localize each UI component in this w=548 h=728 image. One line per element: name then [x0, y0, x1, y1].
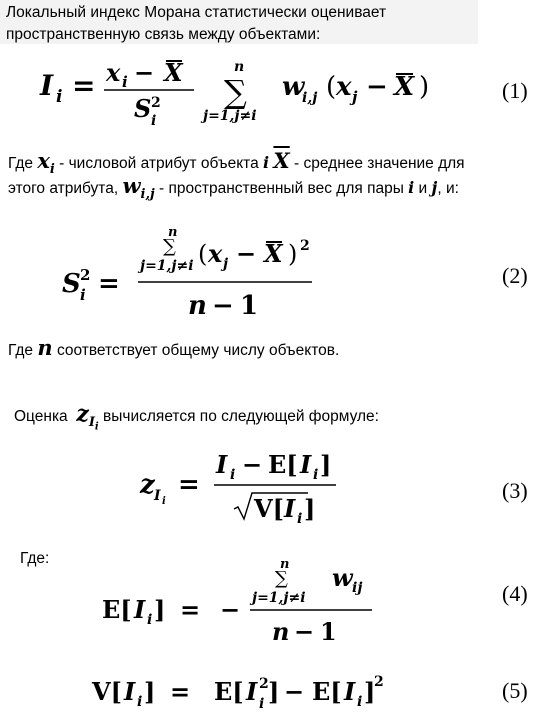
svg-text:1: 1: [240, 291, 259, 321]
svg-text:(: (: [326, 72, 337, 102]
equation-number-2: (2): [502, 263, 528, 288]
para-1-text-6: и: [418, 180, 428, 197]
svg-text:i: i: [259, 696, 265, 712]
svg-text:): ): [419, 72, 430, 102]
svg-text:I: I: [300, 450, 312, 479]
svg-text:]: ]: [304, 494, 316, 523]
svg-text:=: =: [180, 595, 201, 624]
svg-text:w: w: [332, 563, 353, 592]
svg-text:=: =: [72, 69, 96, 102]
svg-text:x: x: [336, 72, 352, 102]
var-w-ij: $w_{i,j}$: [122, 173, 155, 203]
svg-text:n: n: [280, 557, 290, 572]
var-i: i: [263, 153, 270, 172]
svg-text:I: I: [216, 450, 228, 479]
svg-text:1: 1: [320, 617, 337, 646]
svg-text:E[: E[: [312, 677, 342, 706]
para-2-text-1: Где: [8, 342, 34, 359]
svg-text:X: X: [394, 72, 415, 102]
svg-text:i: i: [297, 511, 303, 525]
svg-text:ij: ij: [352, 580, 363, 596]
svg-text:2: 2: [259, 676, 269, 692]
svg-text:−: −: [220, 595, 241, 624]
svg-text:E[: E[: [214, 677, 244, 706]
para-4: Где:: [20, 550, 50, 567]
equation-number-3: (3): [502, 478, 528, 503]
svg-text:S: S: [62, 269, 81, 299]
svg-text:i: i: [56, 87, 63, 107]
svg-text:∑: ∑: [275, 568, 288, 589]
para-2: [8, 337, 339, 362]
svg-text:V[: V[: [92, 677, 122, 706]
para-2-text-2: соответствует общему числу объектов.: [56, 342, 340, 359]
svg-text:i: i: [313, 467, 319, 483]
var-x-i: $x_i$: [37, 148, 55, 178]
svg-text:x: x: [106, 58, 121, 87]
para-1-text-7: , и:: [437, 180, 459, 197]
para-3: [14, 403, 379, 439]
svg-text:∑: ∑: [224, 73, 247, 111]
svg-text:]: ]: [320, 450, 332, 479]
svg-text:−: −: [212, 291, 234, 321]
svg-text:i: i: [122, 73, 128, 91]
svg-text:i: i: [230, 467, 236, 483]
svg-text:2: 2: [151, 95, 161, 111]
para-1-text-3: - среднее значение для: [294, 155, 465, 172]
formula-z-score: [130, 445, 360, 525]
svg-text:i: i: [147, 612, 153, 628]
svg-text:I: I: [246, 677, 258, 706]
equation-number-4: (4): [502, 581, 528, 606]
svg-text:X: X: [164, 58, 183, 87]
svg-text:I: I: [134, 595, 146, 624]
svg-text:z: z: [140, 470, 155, 500]
para-3-text-2: вычисляется по следующей формуле:: [103, 408, 379, 425]
svg-text:−: −: [242, 450, 263, 479]
var-z-Ii: $z_{I_i}$: [76, 401, 99, 433]
svg-text:i: i: [137, 694, 143, 710]
svg-text:2: 2: [374, 674, 384, 690]
formula-expectation: [96, 552, 386, 652]
svg-text:−: −: [284, 677, 305, 706]
para-1-text-5: - пространственный вес для пары: [159, 180, 404, 197]
svg-text:n: n: [188, 291, 207, 321]
svg-text:I: I: [344, 677, 356, 706]
svg-text:i: i: [357, 694, 363, 710]
equation-number-5: (5): [502, 678, 528, 703]
para-1-line-2: [8, 175, 459, 206]
svg-text:2: 2: [80, 266, 91, 284]
svg-text:∑: ∑: [163, 236, 176, 257]
para-1-text-1: Где: [8, 155, 34, 172]
svg-text:I: I: [284, 494, 296, 523]
svg-text:w: w: [282, 72, 305, 102]
svg-text:E[: E[: [102, 595, 132, 624]
svg-text:2: 2: [300, 238, 310, 254]
svg-text:j=1,j≠i: j=1,j≠i: [203, 108, 257, 124]
svg-text:i: i: [162, 496, 166, 507]
svg-text:]: ]: [144, 677, 156, 706]
svg-text:]: ]: [364, 677, 376, 706]
para-1-text-2: - числовой атрибут объекта: [59, 155, 259, 172]
svg-text:I: I: [40, 69, 54, 102]
para-1-text-4: этого атрибута,: [8, 180, 119, 197]
svg-text:i: i: [151, 113, 157, 129]
svg-text:I: I: [124, 677, 136, 706]
svg-text:−: −: [366, 72, 388, 102]
svg-text:i: i: [80, 286, 86, 304]
svg-text:S: S: [134, 94, 152, 123]
intro-line-2: пространственную связь между объектами:: [6, 26, 321, 43]
svg-text:j=1,j≠i: j=1,j≠i: [140, 258, 194, 274]
svg-text:j: j: [223, 256, 229, 272]
svg-text:−: −: [294, 617, 315, 646]
svg-text:]: ]: [268, 677, 280, 706]
svg-text:n: n: [272, 617, 290, 646]
svg-text:]: ]: [154, 595, 166, 624]
svg-text:=: =: [178, 470, 200, 500]
svg-text:E[: E[: [268, 450, 298, 479]
svg-text:x: x: [208, 239, 223, 268]
var-n: n: [37, 335, 53, 360]
para-3-text-1: Оценка: [14, 408, 68, 425]
svg-text:n: n: [168, 225, 178, 240]
svg-text:): ): [288, 240, 298, 268]
equation-number-1: (1): [502, 78, 528, 103]
var-i-2: i: [408, 178, 415, 197]
svg-text:i,j: i,j: [302, 90, 318, 106]
svg-text:−: −: [134, 58, 155, 87]
intro-line-1: Локальный индекс Морана статистически оценивает: [6, 4, 387, 21]
formula-variance-ii: [86, 668, 406, 718]
svg-text:j: j: [352, 88, 358, 106]
svg-text:I: I: [154, 488, 161, 504]
svg-text:V[: V[: [254, 494, 284, 523]
var-x-bar: $\overline{X}$: [273, 148, 290, 173]
formula-variance: [50, 222, 370, 322]
var-j: j: [431, 178, 438, 197]
svg-text:=: =: [170, 677, 191, 706]
svg-text:X: X: [264, 239, 283, 268]
svg-text:−: −: [236, 239, 257, 268]
svg-text:n: n: [234, 59, 245, 75]
svg-text:j=1,j≠i: j=1,j≠i: [252, 590, 306, 606]
formula-moran-index: [30, 55, 470, 133]
svg-text:(: (: [198, 240, 208, 268]
svg-text:=: =: [98, 269, 120, 299]
